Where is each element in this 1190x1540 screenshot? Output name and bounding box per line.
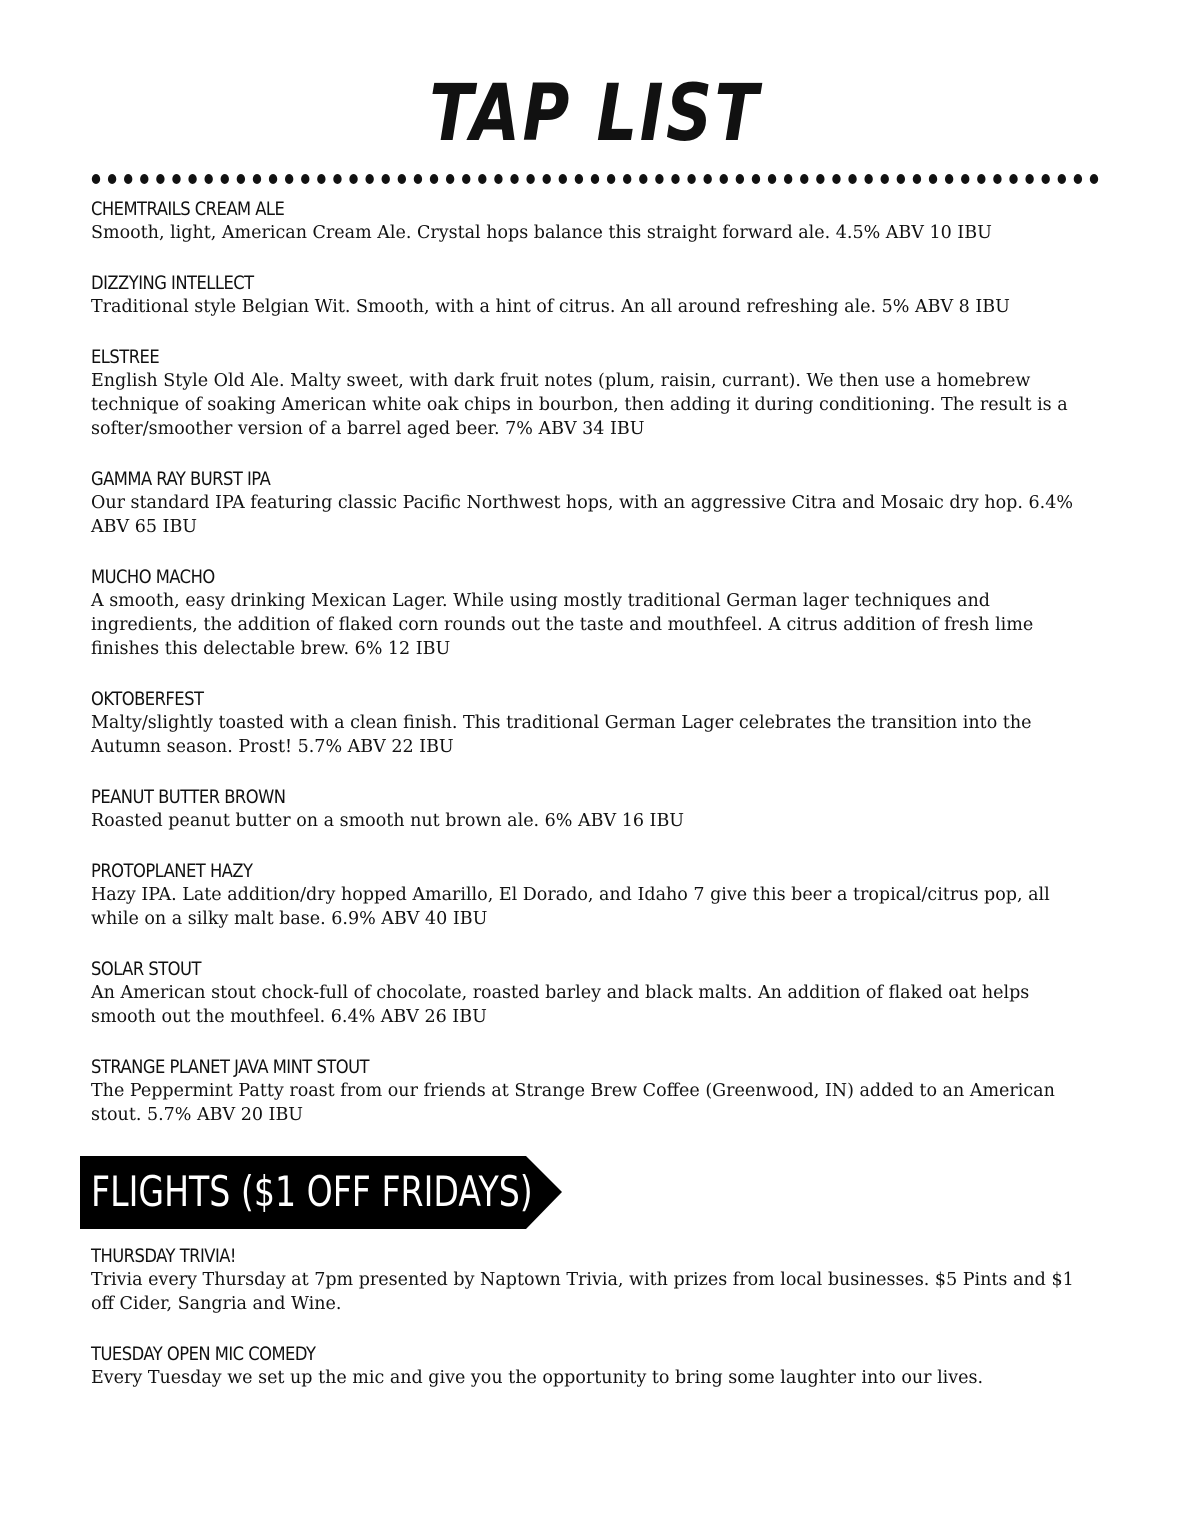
divider-dot xyxy=(140,174,148,184)
divider-dot xyxy=(1042,174,1050,184)
beer-description: Smooth, light, American Cream Ale. Crystal hops balance this straight forward ale. 4.5% ABV 10 IBU xyxy=(91,223,992,243)
divider-dot xyxy=(848,174,856,184)
beer-description: English Style Old Ale. Malty sweet, with dark fruit notes (plum, raisin, currant). We then use a homebrew technique of soaking American white oak chips in bourbon, then adding it during conditioning. The result is a softer/smoother version of a barrel aged beer. 7% ABV 34 IBU xyxy=(91,371,1068,439)
beer-list xyxy=(91,197,1091,1153)
divider-dot xyxy=(108,174,116,184)
divider-dot xyxy=(269,174,277,184)
divider-dot xyxy=(639,174,647,184)
divider-dot xyxy=(543,174,551,184)
divider-dot xyxy=(285,174,293,184)
divider-dot xyxy=(559,174,567,184)
beer-name: PROTOPLANET HAZY xyxy=(91,860,253,882)
divider-dot xyxy=(124,174,132,184)
divider-dot xyxy=(913,174,921,184)
divider-dot xyxy=(526,174,534,184)
divider-dot xyxy=(172,174,180,184)
flights-banner-label: FLIGHTS ($1 OFF FRIDAYS) xyxy=(91,1167,533,1216)
page-title: TAP LIST xyxy=(429,69,761,159)
beer-name: OKTOBERFEST xyxy=(91,688,204,710)
divider-dot xyxy=(768,174,776,184)
divider-dot xyxy=(800,174,808,184)
events-list xyxy=(91,1244,1091,1416)
beer-item xyxy=(91,687,1091,759)
beer-name: STRANGE PLANET JAVA MINT STOUT xyxy=(91,1056,370,1078)
divider-dot xyxy=(897,174,905,184)
beer-item xyxy=(91,565,1091,661)
event-description: Every Tuesday we set up the mic and give you the opportunity to bring some laughter into our lives. xyxy=(91,1368,984,1388)
divider-dot xyxy=(494,174,502,184)
beer-item xyxy=(91,859,1091,931)
divider-dot xyxy=(1074,174,1082,184)
divider-dot xyxy=(864,174,872,184)
divider-dot xyxy=(703,174,711,184)
divider-dot xyxy=(1025,174,1033,184)
divider-dot xyxy=(784,174,792,184)
event-name: THURSDAY TRIVIA! xyxy=(91,1245,236,1267)
beer-description: Our standard IPA featuring classic Pacific Northwest hops, with an aggressive Citra and Mosaic dry hop. 6.4% ABV 65 IBU xyxy=(91,493,1073,537)
divider-dot xyxy=(591,174,599,184)
beer-item xyxy=(91,957,1091,1029)
divider-dot xyxy=(671,174,679,184)
divider-dot xyxy=(993,174,1001,184)
beer-name: ELSTREE xyxy=(91,346,160,368)
divider-dot xyxy=(816,174,824,184)
divider-dot xyxy=(365,174,373,184)
divider-dot xyxy=(462,174,470,184)
divider-dot xyxy=(204,174,212,184)
event-description: Trivia every Thursday at 7pm presented by Naptown Trivia, with prizes from local businesses. $5 Pints and $1 off Cider, Sangria and Wine. xyxy=(91,1270,1074,1314)
flights-banner xyxy=(80,1156,564,1229)
divider-dot xyxy=(945,174,953,184)
event-item xyxy=(91,1342,1091,1390)
divider-dot xyxy=(301,174,309,184)
divider-dot xyxy=(623,174,631,184)
divider-dot xyxy=(929,174,937,184)
divider-dot xyxy=(446,174,454,184)
divider-dot xyxy=(253,174,261,184)
beer-name: CHEMTRAILS CREAM ALE xyxy=(91,198,285,220)
beer-description: Traditional style Belgian Wit. Smooth, with a hint of citrus. An all around refreshing ale. 5% ABV 8 IBU xyxy=(91,297,1010,317)
divider-dot xyxy=(832,174,840,184)
beer-item xyxy=(91,785,1091,833)
beer-item xyxy=(91,271,1091,319)
beer-name: SOLAR STOUT xyxy=(91,958,201,980)
divider-dot xyxy=(349,174,357,184)
divider-dot xyxy=(607,174,615,184)
divider-dot xyxy=(221,174,229,184)
divider-dot xyxy=(977,174,985,184)
divider-dot xyxy=(881,174,889,184)
event-name: TUESDAY OPEN MIC COMEDY xyxy=(91,1343,316,1365)
divider-dot xyxy=(752,174,760,184)
divider-dot xyxy=(414,174,422,184)
divider-dot xyxy=(655,174,663,184)
divider-dot xyxy=(1009,174,1017,184)
beer-description: An American stout chock-full of chocolate, roasted barley and black malts. An addition of flaked oat helps smooth out the mouthfeel. 6.4% ABV 26 IBU xyxy=(91,983,1030,1027)
divider-dot xyxy=(430,174,438,184)
beer-item xyxy=(91,345,1091,441)
beer-name: DIZZYING INTELLECT xyxy=(91,272,254,294)
divider-dot xyxy=(1058,174,1066,184)
beer-item xyxy=(91,197,1091,245)
divider-dot xyxy=(382,174,390,184)
divider-dot xyxy=(92,174,100,184)
divider-dot xyxy=(1090,174,1098,184)
beer-description: Malty/slightly toasted with a clean finish. This traditional German Lager celebrates the transition into the Autumn season. Prost! 5.7% ABV 22 IBU xyxy=(91,713,1032,757)
dotted-divider xyxy=(90,172,1100,186)
divider-dot xyxy=(510,174,518,184)
divider-dot xyxy=(398,174,406,184)
beer-name: PEANUT BUTTER BROWN xyxy=(91,786,286,808)
divider-dot xyxy=(156,174,164,184)
beer-description: The Peppermint Patty roast from our friends at Strange Brew Coffee (Greenwood, IN) added to an American stout. 5.7% ABV 20 IBU xyxy=(91,1081,1055,1125)
beer-description: Hazy IPA. Late addition/dry hopped Amarillo, El Dorado, and Idaho 7 give this beer a tropical/citrus pop, all while on a silky malt base. 6.9% ABV 40 IBU xyxy=(91,885,1050,929)
divider-dot xyxy=(188,174,196,184)
divider-dot xyxy=(478,174,486,184)
divider-dot xyxy=(317,174,325,184)
beer-item xyxy=(91,1055,1091,1127)
beer-description: Roasted peanut butter on a smooth nut brown ale. 6% ABV 16 IBU xyxy=(91,811,685,831)
divider-dot xyxy=(237,174,245,184)
divider-dot xyxy=(333,174,341,184)
beer-name: MUCHO MACHO xyxy=(91,566,215,588)
event-item xyxy=(91,1244,1091,1316)
beer-item xyxy=(91,467,1091,539)
divider-dot xyxy=(720,174,728,184)
divider-dot xyxy=(961,174,969,184)
beer-description: A smooth, easy drinking Mexican Lager. While using mostly traditional German lager techniques and ingredients, the addition of flaked corn rounds out the taste and mouthfeel. A citrus addition of fresh lime finishes this delectable brew. 6% 12 IBU xyxy=(91,591,1034,659)
beer-name: GAMMA RAY BURST IPA xyxy=(91,468,271,490)
divider-dot xyxy=(575,174,583,184)
divider-dot xyxy=(736,174,744,184)
divider-dot xyxy=(687,174,695,184)
